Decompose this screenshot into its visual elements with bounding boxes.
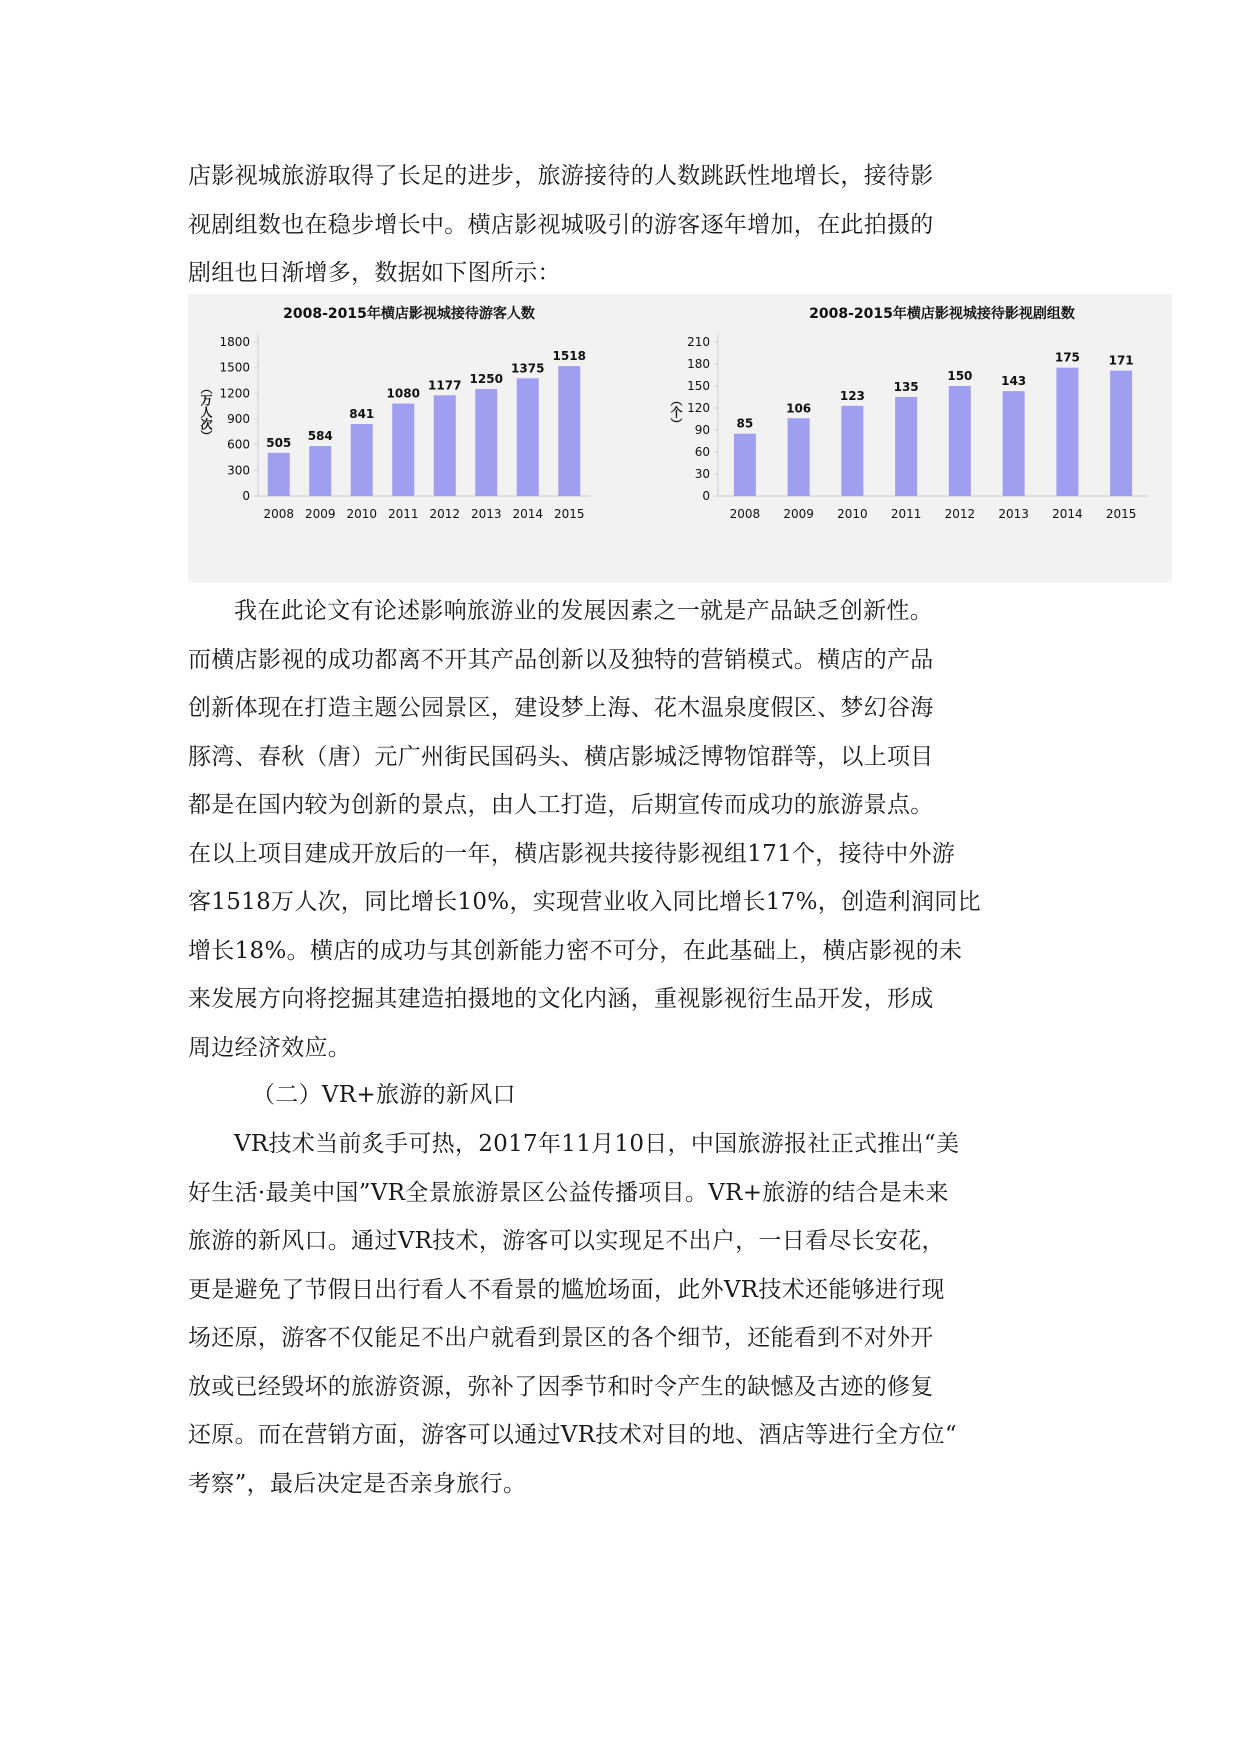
- bar-value-label: 1375: [511, 361, 545, 376]
- text-line: 都是在国内较为创新的景点，由人工打造，后期宣传而成功的旅游景点。: [188, 792, 934, 818]
- y-tick-label: 1200: [219, 386, 250, 401]
- x-tick-label: 2014: [512, 507, 544, 521]
- bar: [895, 397, 917, 496]
- y-tick-label: 300: [227, 463, 250, 478]
- bar-value-label: 150: [947, 369, 973, 383]
- text-line: 视剧组数也在稳步增长中。横店影视城吸引的游客逐年增加，在此拍摄的: [188, 211, 934, 238]
- x-tick-label: 2014: [1052, 507, 1083, 521]
- text-line: 豚湾、春秋（唐）元广州街民国码头、横店影城泛博物馆群等，以上项目: [188, 743, 934, 770]
- vr-paragraph: [188, 1120, 1008, 1508]
- bar-value-label: 841: [349, 407, 375, 422]
- text-line: 客1518万人次，同比增长10%，实现营业收入同比增长17%，创造利润同比: [188, 889, 981, 915]
- bar-value-label: 143: [1001, 374, 1027, 389]
- bar-value-label: 505: [266, 435, 292, 450]
- x-tick-label: 2013: [998, 507, 1029, 521]
- crew-chart-svg: [669, 294, 1172, 583]
- bar-value-label: 1177: [428, 378, 462, 393]
- bar: [475, 389, 497, 496]
- text-line: 还原。而在营销方面，游客可以通过VR技术对目的地、酒店等进行全方位“: [188, 1422, 957, 1448]
- bar-value-label: 106: [786, 401, 812, 416]
- bar-value-label: 1518: [552, 349, 586, 364]
- text-line: 店影视城旅游取得了长足的进步，旅游接待的人数跳跃性地增长，接待影: [188, 163, 934, 189]
- y-tick-label: 120: [687, 401, 710, 415]
- bar: [351, 424, 373, 496]
- x-tick-label: 2009: [783, 507, 814, 521]
- bar: [1056, 368, 1078, 496]
- y-tick-label: 30: [694, 467, 710, 481]
- bar: [1003, 391, 1025, 496]
- text-line: 场还原，游客不仅能足不出户就看到景区的各个细节，还能看到不对外开: [188, 1325, 934, 1351]
- x-tick-label: 2011: [890, 507, 922, 521]
- text-line: VR技术当前炙手可热，2017年11月10日，中国旅游报社正式推出“美: [234, 1131, 960, 1157]
- x-tick-label: 2015: [553, 507, 585, 521]
- visitor-chart-svg: [188, 294, 630, 583]
- text-line: 我在此论文有论述影响旅游业的发展因素之一就是产品缺乏创新性。: [234, 598, 933, 624]
- section-heading: [188, 1071, 1008, 1120]
- y-tick-label: 600: [227, 437, 250, 452]
- y-tick-label: 60: [694, 445, 710, 459]
- text-line: 好生活·最美中国”VR全景旅游景区公益传播项目。VR+旅游的结合是未来: [188, 1179, 949, 1206]
- x-tick-label: 2010: [837, 507, 868, 521]
- y-tick-label: 180: [687, 357, 710, 371]
- innovation-paragraph: [188, 587, 1008, 1072]
- visitor-chart: [188, 294, 630, 583]
- bar-value-label: 1080: [386, 386, 420, 401]
- x-tick-label: 2012: [944, 507, 976, 521]
- text-line: 来发展方向将挖掘其建造拍摄地的文化内涵，重视影视衍生品开发，形成: [188, 986, 934, 1012]
- bar-value-label: 85: [736, 416, 754, 431]
- charts-figure: [188, 294, 1172, 583]
- bar-value-label: 1250: [469, 372, 503, 387]
- bar: [841, 406, 863, 496]
- x-tick-label: 2011: [387, 507, 419, 521]
- section-heading-text: （二）VR+旅游的新风口: [252, 1082, 516, 1108]
- x-tick-label: 2008: [729, 507, 761, 521]
- bar: [949, 386, 971, 496]
- bar: [309, 446, 331, 496]
- x-tick-label: 2009: [304, 507, 336, 521]
- text-line: 更是避免了节假日出行看人不看景的尴尬场面，此外VR技术还能够进行现: [188, 1276, 945, 1303]
- y-tick-label: 0: [702, 489, 710, 503]
- bar: [734, 434, 756, 496]
- y-tick-label: 0: [242, 489, 250, 503]
- chart-title: 2008-2015年横店影视城接待游客人数: [283, 306, 535, 322]
- y-tick-label: 90: [694, 423, 710, 437]
- text-line: 剧组也日渐增多，数据如下图所示：: [188, 260, 561, 286]
- y-axis-label: （万人次）: [199, 382, 213, 442]
- text-line: 旅游的新风口。通过VR技术，游客可以实现足不出户，一日看尽长安花，: [188, 1228, 945, 1254]
- text-line: 增长18%。横店的成功与其创新能力密不可分，在此基础上，横店影视的未: [188, 937, 963, 964]
- y-axis-label: （个）: [669, 394, 683, 430]
- y-tick-label: 1500: [219, 360, 250, 375]
- y-tick-label: 1800: [219, 335, 250, 349]
- bar: [1110, 371, 1132, 496]
- bar-value-label: 584: [307, 429, 333, 444]
- text-line: 而横店影视的成功都离不开其产品创新以及独特的营销模式。横店的产品: [188, 646, 934, 673]
- bar: [558, 366, 580, 496]
- chart-title: 2008-2015年横店影视城接待影视剧组数: [809, 306, 1075, 322]
- intro-paragraph: [188, 152, 1008, 298]
- bar-value-label: 135: [893, 380, 919, 394]
- y-tick-label: 150: [687, 379, 710, 393]
- bar: [268, 453, 290, 496]
- text-line: 在以上项目建成开放后的一年，横店影视共接待影视组171个，接待中外游: [188, 840, 956, 867]
- bar: [517, 378, 539, 496]
- bar-value-label: 123: [839, 388, 865, 403]
- text-line: 考察”，最后决定是否亲身旅行。: [188, 1470, 527, 1497]
- x-tick-label: 2012: [429, 507, 461, 521]
- bar-value-label: 175: [1054, 350, 1080, 365]
- crew-chart: [669, 294, 1172, 583]
- y-tick-label: 900: [227, 412, 250, 426]
- x-tick-label: 2010: [346, 507, 378, 521]
- bar-value-label: 171: [1108, 353, 1134, 368]
- text-line: 周边经济效应。: [188, 1034, 352, 1061]
- bar: [788, 418, 810, 496]
- bar: [392, 404, 414, 496]
- text-line: 放或已经毁坏的旅游资源，弥补了因季节和时令产生的缺憾及古迹的修复: [188, 1373, 934, 1400]
- x-tick-label: 2013: [470, 507, 502, 521]
- bar: [434, 395, 456, 496]
- x-tick-label: 2008: [263, 507, 295, 521]
- y-tick-label: 210: [687, 335, 710, 349]
- text-line: 创新体现在打造主题公园景区，建设梦上海、花木温泉度假区、梦幻谷海: [188, 695, 934, 721]
- x-tick-label: 2015: [1105, 507, 1137, 521]
